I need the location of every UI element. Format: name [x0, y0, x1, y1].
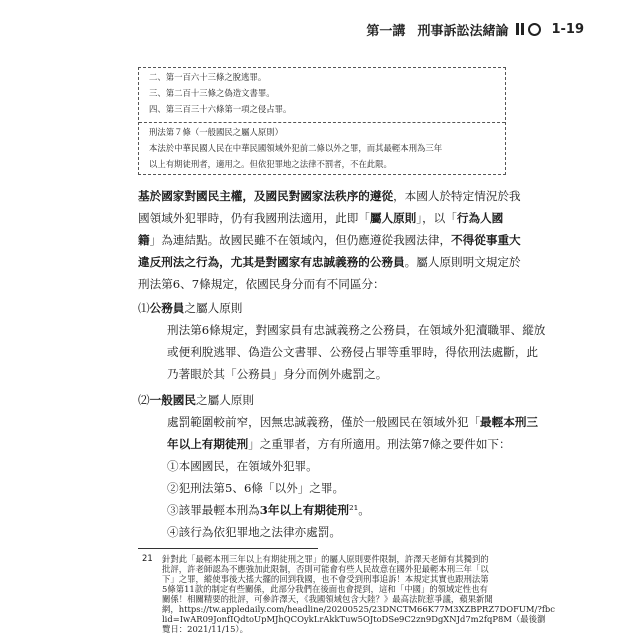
footnote-line: 覽日：2021/11/15）。 [162, 624, 248, 634]
article-text-line: 以上有期徒刑者，適用之。但依犯罪地之法律不罰者，不在此限。 [149, 159, 392, 169]
footnote-line: 針對此「最輕本刑三年以上有期徒刑之罪」的屬人原則要件限制，許澤天老師有其獨到的 [162, 554, 489, 564]
article-title: 刑法第７條（一般國民之屬人原則） [149, 127, 283, 137]
page-header [366, 18, 584, 40]
article-text-line: 本法於中華民國人民在中華民國領域外犯前二條以外之罪，而其最輕本刑為三年 [149, 143, 443, 153]
body-line: 乃著眼於其「公務員」身分而例外處罰之。 [167, 367, 388, 381]
footnote-line: 下」之罪，縱使事後大搖大擺的回到我國，也不會受到刑事追訴！本規定其實也跟刑法第 [162, 574, 489, 584]
text-run: 處罰範圍較前窄，因無忠誠義務，僅於一般國民在領域外犯「 [167, 415, 481, 429]
body-line [167, 436, 511, 452]
heading-number: ⑴ [138, 301, 150, 315]
condition-item: ①本國國民，在領域外犯罪。 [167, 459, 318, 473]
bold-phrase: 年以上有期徒刑 [167, 437, 249, 451]
text-run: 之屬人原則 [196, 393, 254, 407]
intro-line: 刑法第6、7條規定，依國民身分而有不同區分： [138, 277, 385, 291]
statute-item: 二、第一百六十三條之脫逃罪。 [149, 72, 267, 82]
footnote-line: 5條第11款的制定有些關係，此部分我們在後面也會提到，這和「中國」的領域定性也有 [162, 584, 488, 594]
header-decoration [516, 23, 541, 36]
text-run: 」為連結點。故國民雖不在領域內，但仍應遵從我國法律， [149, 233, 452, 247]
bold-phrase: 一般國民 [149, 393, 196, 407]
bar-mark-icon [521, 23, 524, 35]
box-divider [139, 122, 505, 123]
footnote-line: 關係！相關精要的批評，可參許澤天，《我國領域包含大陸？》最高法院惹爭議，蘋果新聞 [162, 594, 493, 604]
chapter-title: 刑事訴訟法緒論 [417, 23, 509, 39]
heading-number: ⑵ [138, 393, 150, 407]
text-run: 之屬人原則 [184, 301, 243, 315]
lecture-label: 第一講 [366, 23, 406, 39]
bold-phrase: 基於國家對國民主權，及國民對國家法秩序的遵從 [138, 189, 394, 203]
bold-phrase: 行為人國 [456, 211, 504, 225]
section-heading-official [138, 300, 242, 316]
footnote-line: 批評，許老師認為不應強加此限制，否則可能會有些人民故意在國外犯最輕本刑三年「以 [162, 564, 489, 574]
bold-phrase: 違反刑法之行為，尤其是對國家有忠誠義務的公務員 [138, 255, 405, 269]
footnote-ref: ²¹。 [349, 503, 370, 517]
bold-phrase: 屬人原則 [369, 211, 417, 225]
statute-item: 四、第三百三十六條第一項之侵占罪。 [149, 104, 292, 114]
text-run: 國領域外犯罪時，仍有我國刑法適用，此即「 [138, 211, 370, 225]
intro-line [138, 232, 521, 248]
intro-line [138, 210, 503, 226]
footnote-line: 網，https://tw.appledaily.com/headline/20200525/23DNCTM66K77M3XZBPRZ7DOFUM/?fbc [162, 604, 555, 614]
section-heading-general [138, 392, 254, 408]
body-line: 或便利脫逃罪、偽造公文書罪、公務侵占罪等重罪時，得依刑法處斷，此 [167, 345, 539, 359]
text-run: ，本國人於特定情況於我 [393, 189, 521, 203]
bold-phrase: 最輕本刑三 [480, 415, 539, 429]
condition-item: ②犯刑法第5、6條「以外」之罪。 [167, 481, 345, 495]
statute-item: 三、第二百十三條之偽造文書罪。 [149, 88, 275, 98]
body-line [167, 414, 538, 430]
footnote-rule [138, 548, 318, 549]
statute-box [138, 67, 506, 175]
text-run: ③該罪最輕本刑為 [167, 503, 260, 517]
circle-mark-icon [528, 23, 541, 36]
page-number: 1-19 [551, 21, 584, 37]
text-run: 。屬人原則明文規定於 [404, 255, 521, 269]
body-line: 刑法第6條規定，對國家員有忠誠義務之公務員，在領域外犯瀆職罪、縱放 [167, 323, 546, 337]
text-run: 」之重罪者，方有所適用。刑法第7條之要件如下： [248, 437, 511, 451]
bold-phrase: 公務員 [149, 301, 185, 315]
intro-line [138, 254, 521, 270]
bold-phrase: 籍 [138, 233, 150, 247]
intro-line [138, 188, 521, 204]
bold-phrase: 不得從事重大 [451, 233, 521, 247]
text-run: 」，以「 [416, 211, 457, 225]
footnote-line: lid=IwAR09JonfIQdtoUpMJhQCOykLrAkkTuw5OJtoDSe9C2zn9DgXNJd7m2fqP8M（最後瀏 [162, 614, 546, 624]
condition-item: ④該行為依犯罪地之法律亦處罰。 [167, 525, 341, 539]
bar-mark-icon [516, 23, 519, 35]
footnote-number: 21 [142, 553, 153, 563]
bold-phrase: 3年以上有期徒刑 [259, 503, 349, 517]
condition-item [167, 502, 370, 518]
